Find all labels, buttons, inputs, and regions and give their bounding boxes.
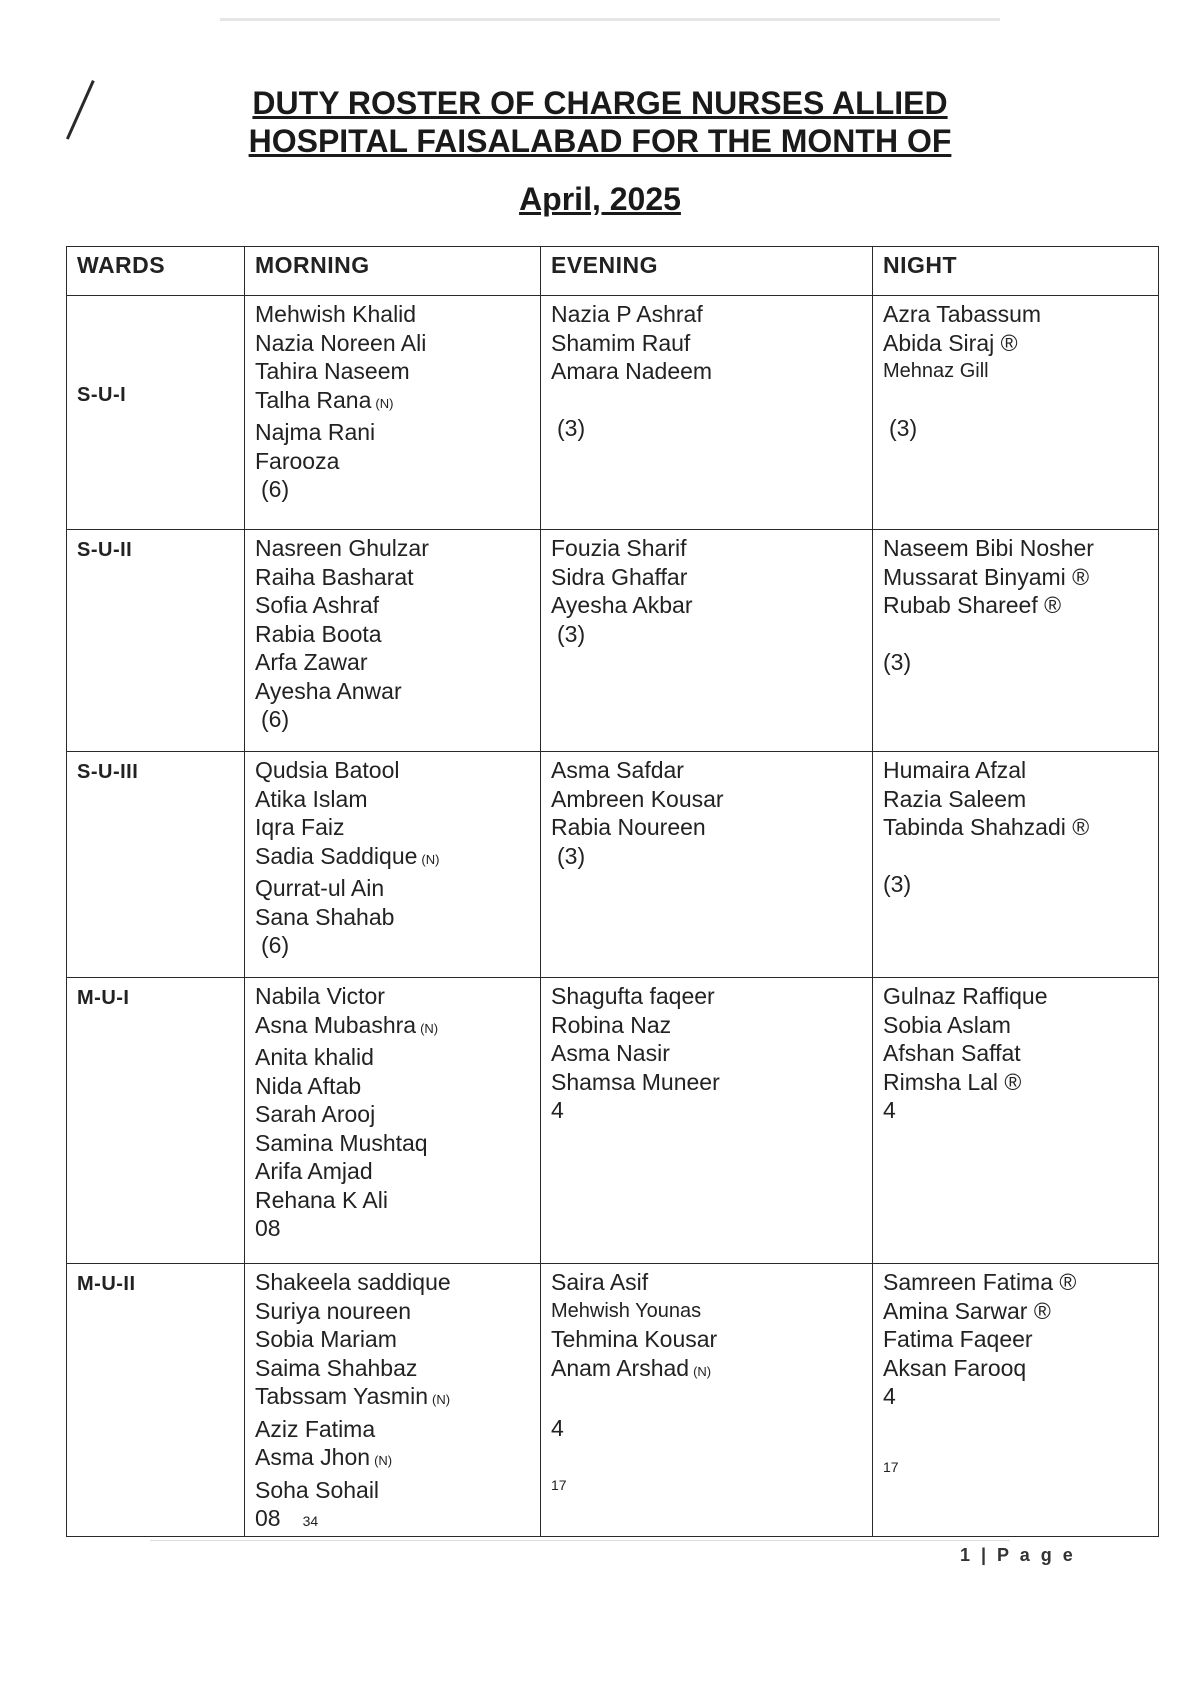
nurse-name: Rubab Shareef ® xyxy=(883,592,1062,618)
nurse-count: (3) xyxy=(557,414,586,441)
night-cell xyxy=(873,530,1159,752)
nurse-count: 4 xyxy=(883,1097,896,1123)
night-tag: (N) xyxy=(693,1363,712,1379)
nurse-name: Sobia Aslam xyxy=(883,1011,1011,1038)
night-cell xyxy=(873,1264,1159,1537)
table-row xyxy=(67,296,1159,530)
title-line-2: HOSPITAL FAISALABAD FOR THE MONTH OF xyxy=(248,123,952,159)
nurse-name: Rabia Boota xyxy=(255,620,382,647)
morning-cell xyxy=(245,1264,541,1537)
nurse-count: (3) xyxy=(883,648,912,675)
nurse-name: Mehwish Younas xyxy=(551,1299,702,1322)
morning-cell xyxy=(245,978,541,1264)
nurse-name: Nazia P Ashraf xyxy=(551,301,703,327)
nurse-count: (6) xyxy=(261,706,290,732)
table-row xyxy=(67,978,1159,1264)
table-row xyxy=(67,530,1159,752)
nurse-name: Gulnaz Raffique xyxy=(883,983,1048,1009)
nurse-name: Farooza xyxy=(255,447,340,474)
ward-name: S-U-I xyxy=(77,384,127,407)
nurse-name: Rabia Noureen xyxy=(551,814,706,840)
morning-cell xyxy=(245,530,541,752)
nurse-name: Sadia Saddique xyxy=(255,842,418,869)
night-tag: (N) xyxy=(420,1020,439,1036)
nurse-name: Fouzia Sharif xyxy=(551,535,687,561)
nurse-name: Arfa Zawar xyxy=(255,649,368,675)
nurse-name: Talha Rana xyxy=(255,386,372,413)
nurse-name: Tabssam Yasmin xyxy=(255,1383,428,1409)
ward-cell xyxy=(67,752,245,978)
nurse-name: Razia Saleem xyxy=(883,785,1027,812)
nurse-name: Anita khalid xyxy=(255,1044,374,1070)
nurse-count: 08 xyxy=(255,1215,281,1241)
nurse-name: Sidra Ghaffar xyxy=(551,563,688,590)
ward-name: S-U-III xyxy=(77,761,139,783)
nurse-count: 08 xyxy=(255,1505,281,1531)
total-count: 34 xyxy=(302,1513,319,1529)
nurse-name: Atika Islam xyxy=(255,785,368,812)
morning-cell xyxy=(245,752,541,978)
nurse-name: Aksan Farooq xyxy=(883,1354,1027,1381)
nurse-name: Saira Asif xyxy=(551,1269,649,1295)
night-tag: (N) xyxy=(421,851,440,867)
nurse-name: Aziz Fatima xyxy=(255,1415,376,1442)
nurse-count: 4 xyxy=(883,1383,896,1409)
nurse-name: Nida Aftab xyxy=(255,1072,362,1099)
header-evening: EVENING xyxy=(541,247,873,296)
nurse-count: 4 xyxy=(551,1097,564,1123)
nurse-name: Nazia Noreen Ali xyxy=(255,329,427,356)
nurse-name: Mehwish Khalid xyxy=(255,301,417,327)
nurse-name: Tehmina Kousar xyxy=(551,1326,718,1352)
nurse-name: Asma Safdar xyxy=(551,757,684,783)
nurse-name: Ayesha Anwar xyxy=(255,677,402,704)
page-number: 1 | P a g e xyxy=(960,1545,1076,1565)
nurse-name: Arifa Amjad xyxy=(255,1158,373,1184)
nurse-name: Ambreen Kousar xyxy=(551,785,724,812)
nurse-name: Sarah Arooj xyxy=(255,1101,376,1127)
pen-mark xyxy=(66,80,95,140)
nurse-count: (3) xyxy=(557,842,586,869)
nurse-name: Amara Nadeem xyxy=(551,358,713,384)
nurse-name: Asma Jhon xyxy=(255,1444,371,1470)
nurse-name: Nabila Victor xyxy=(255,983,385,1009)
nurse-name: Tahira Naseem xyxy=(255,358,410,384)
evening-cell xyxy=(541,1264,873,1537)
evening-cell xyxy=(541,752,873,978)
nurse-name: Shamsa Muneer xyxy=(551,1068,720,1095)
nurse-name: Qudsia Batool xyxy=(255,757,400,783)
nurse-name: Sobia Mariam xyxy=(255,1326,397,1352)
ward-cell xyxy=(67,530,245,752)
ward-cell xyxy=(67,296,245,530)
header-morning: MORNING xyxy=(245,247,541,296)
nurse-name: Mehnaz Gill xyxy=(883,360,989,382)
nurse-count: (3) xyxy=(889,414,918,441)
header-row xyxy=(67,247,1159,296)
nurse-name: Abida Siraj ® xyxy=(883,329,1018,356)
total-count: 17 xyxy=(551,1476,567,1493)
nurse-count: (3) xyxy=(557,620,586,647)
nurse-name: Sana Shahab xyxy=(255,903,395,930)
nurse-name: Samreen Fatima ® xyxy=(883,1269,1077,1295)
nurse-name: Mussarat Binyami ® xyxy=(883,563,1090,590)
nurse-name: Anam Arshad xyxy=(551,1354,690,1381)
nurse-name: Rimsha Lal ® xyxy=(883,1068,1022,1095)
roster-table xyxy=(66,246,1159,1537)
nurse-name: Shagufta faqeer xyxy=(551,983,715,1009)
nurse-name: Afshan Saffat xyxy=(883,1040,1021,1066)
nurse-name: Rehana K Ali xyxy=(255,1186,388,1213)
nurse-name: Humaira Afzal xyxy=(883,757,1027,783)
morning-cell xyxy=(245,296,541,530)
ward-name: S-U-II xyxy=(77,539,133,561)
header-wards: WARDS xyxy=(67,247,245,296)
evening-cell xyxy=(541,978,873,1264)
nurse-name: Fatima Faqeer xyxy=(883,1326,1033,1352)
ward-cell xyxy=(67,1264,245,1537)
night-cell xyxy=(873,296,1159,530)
nurse-name: Naseem Bibi Nosher xyxy=(883,535,1094,561)
nurse-name: Ayesha Akbar xyxy=(551,592,693,618)
nurse-name: Najma Rani xyxy=(255,419,376,445)
nurse-name: Asna Mubashra xyxy=(255,1011,417,1038)
nurse-name: Tabinda Shahzadi ® xyxy=(883,814,1090,840)
scan-edge xyxy=(220,18,1000,21)
nurse-name: Asma Nasir xyxy=(551,1040,670,1066)
nurse-name: Azra Tabassum xyxy=(883,301,1042,327)
ward-cell xyxy=(67,978,245,1264)
ward-name: M-U-I xyxy=(77,987,130,1009)
nurse-count: 4 xyxy=(551,1415,564,1441)
nurse-name: Shamim Rauf xyxy=(551,329,691,356)
nurse-name: Sofia Ashraf xyxy=(255,592,380,618)
nurse-name: Saima Shahbaz xyxy=(255,1354,418,1381)
footer-divider xyxy=(150,1540,1010,1541)
title-line-1: DUTY ROSTER OF CHARGE NURSES ALLIED xyxy=(252,85,948,121)
nurse-name: Soha Sohail xyxy=(255,1476,380,1503)
nurse-name: Qurrat-ul Ain xyxy=(255,875,385,901)
nurse-name: Nasreen Ghulzar xyxy=(255,535,429,561)
evening-cell xyxy=(541,296,873,530)
night-tag: (N) xyxy=(375,395,394,411)
total-count: 17 xyxy=(883,1458,899,1475)
ward-name: M-U-II xyxy=(77,1273,136,1295)
table-row xyxy=(67,752,1159,978)
night-tag: (N) xyxy=(374,1453,393,1468)
nurse-name: Suriya noureen xyxy=(255,1297,411,1324)
night-cell xyxy=(873,752,1159,978)
nurse-name: Shakeela saddique xyxy=(255,1269,451,1295)
header-night: NIGHT xyxy=(873,247,1159,296)
night-cell xyxy=(873,978,1159,1264)
nurse-name: Amina Sarwar ® xyxy=(883,1297,1051,1324)
nurse-name: Samina Mushtaq xyxy=(255,1129,428,1156)
nurse-count: (3) xyxy=(883,870,912,897)
nurse-name: Raiha Basharat xyxy=(255,563,414,590)
table-row xyxy=(67,1264,1159,1537)
evening-cell xyxy=(541,530,873,752)
nurse-count: (6) xyxy=(261,476,290,502)
nurse-count: (6) xyxy=(261,932,290,958)
nurse-name: Robina Naz xyxy=(551,1011,672,1038)
title-month: April, 2025 xyxy=(519,181,681,217)
night-tag: (N) xyxy=(432,1392,451,1407)
nurse-name: Iqra Faiz xyxy=(255,814,345,840)
